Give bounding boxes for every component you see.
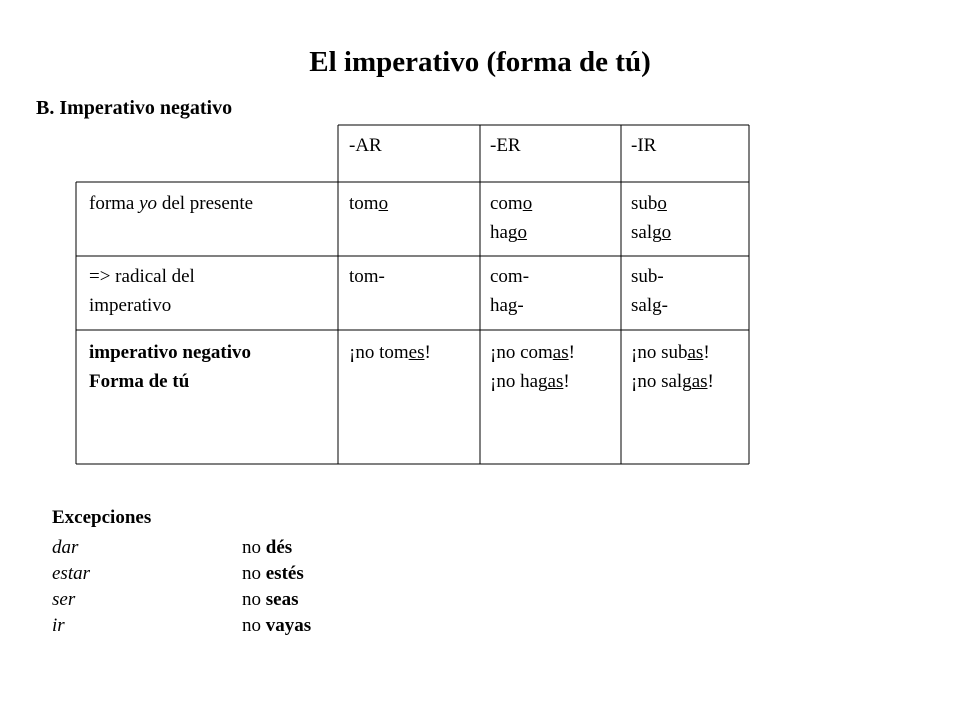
exception-no: no <box>242 589 261 610</box>
row-label-yo-present <box>89 189 253 218</box>
cell-ir-negative <box>631 338 714 396</box>
prefix: ¡no com <box>490 342 553 363</box>
suffix: ! <box>707 371 714 392</box>
exception-verb: ir <box>52 615 65 636</box>
exception-verb: estar <box>52 563 90 584</box>
exception-no: no <box>242 563 261 584</box>
ending: as <box>687 342 704 363</box>
label-part: forma <box>89 193 140 214</box>
label-line: imperativo <box>89 295 172 316</box>
ending: o <box>522 193 533 214</box>
prefix: ¡no sub <box>631 342 688 363</box>
ending: o <box>657 193 667 214</box>
stem: salg <box>631 222 662 243</box>
radical: salg- <box>631 295 668 316</box>
ending: as <box>691 371 708 392</box>
radical: com- <box>490 266 530 287</box>
header-er: -ER <box>490 135 521 156</box>
exception-no: no <box>242 615 261 636</box>
cell-er-radical <box>490 262 529 320</box>
suffix: ! <box>703 342 710 363</box>
ending: o <box>517 222 527 243</box>
radical: sub- <box>631 266 664 287</box>
exception-form: seas <box>265 589 299 610</box>
page-title: El imperativo (forma de tú) <box>309 46 651 78</box>
radical: tom- <box>349 266 385 287</box>
ending: es <box>408 342 425 363</box>
exceptions-title: Excepciones <box>52 507 152 528</box>
label-line: Forma de tú <box>89 371 190 392</box>
label-line: imperativo negativo <box>89 342 252 363</box>
suffix: ! <box>568 342 575 363</box>
section-subtitle: B. Imperativo negativo <box>36 97 233 119</box>
exception-form: dés <box>265 537 293 558</box>
cell-er-negative <box>490 338 575 396</box>
cell-ar-negative <box>349 338 431 367</box>
exception-no: no <box>242 537 261 558</box>
suffix: ! <box>563 371 570 392</box>
stem: sub <box>631 193 658 214</box>
exception-verb: dar <box>52 537 79 558</box>
cell-ir-radical <box>631 262 668 320</box>
header-ar: -AR <box>349 135 382 156</box>
label-part-yo: yo <box>139 193 158 214</box>
prefix: ¡no tom <box>349 342 409 363</box>
suffix: ! <box>424 342 431 363</box>
exception-form: estés <box>265 563 304 584</box>
prefix: ¡no hag <box>490 371 548 392</box>
stem: hag <box>490 222 518 243</box>
prefix: ¡no salg <box>631 371 692 392</box>
ending: o <box>378 193 389 214</box>
ending: as <box>552 342 569 363</box>
stem: tom <box>349 193 379 214</box>
cell-ar-yo <box>349 189 388 218</box>
ending: as <box>547 371 564 392</box>
label-line: => radical del <box>89 266 195 287</box>
cell-ir-yo <box>631 189 671 247</box>
stem: com <box>490 193 523 214</box>
label-part: del presente <box>157 193 254 214</box>
ending: o <box>661 222 672 243</box>
row-label-negative <box>89 338 251 396</box>
exception-form: vayas <box>265 615 312 636</box>
cell-ar-radical <box>349 262 385 291</box>
radical: hag- <box>490 295 524 316</box>
cell-er-yo <box>490 189 532 247</box>
exception-verb: ser <box>52 589 76 610</box>
row-label-radical <box>89 262 195 320</box>
header-ir: -IR <box>631 135 657 156</box>
